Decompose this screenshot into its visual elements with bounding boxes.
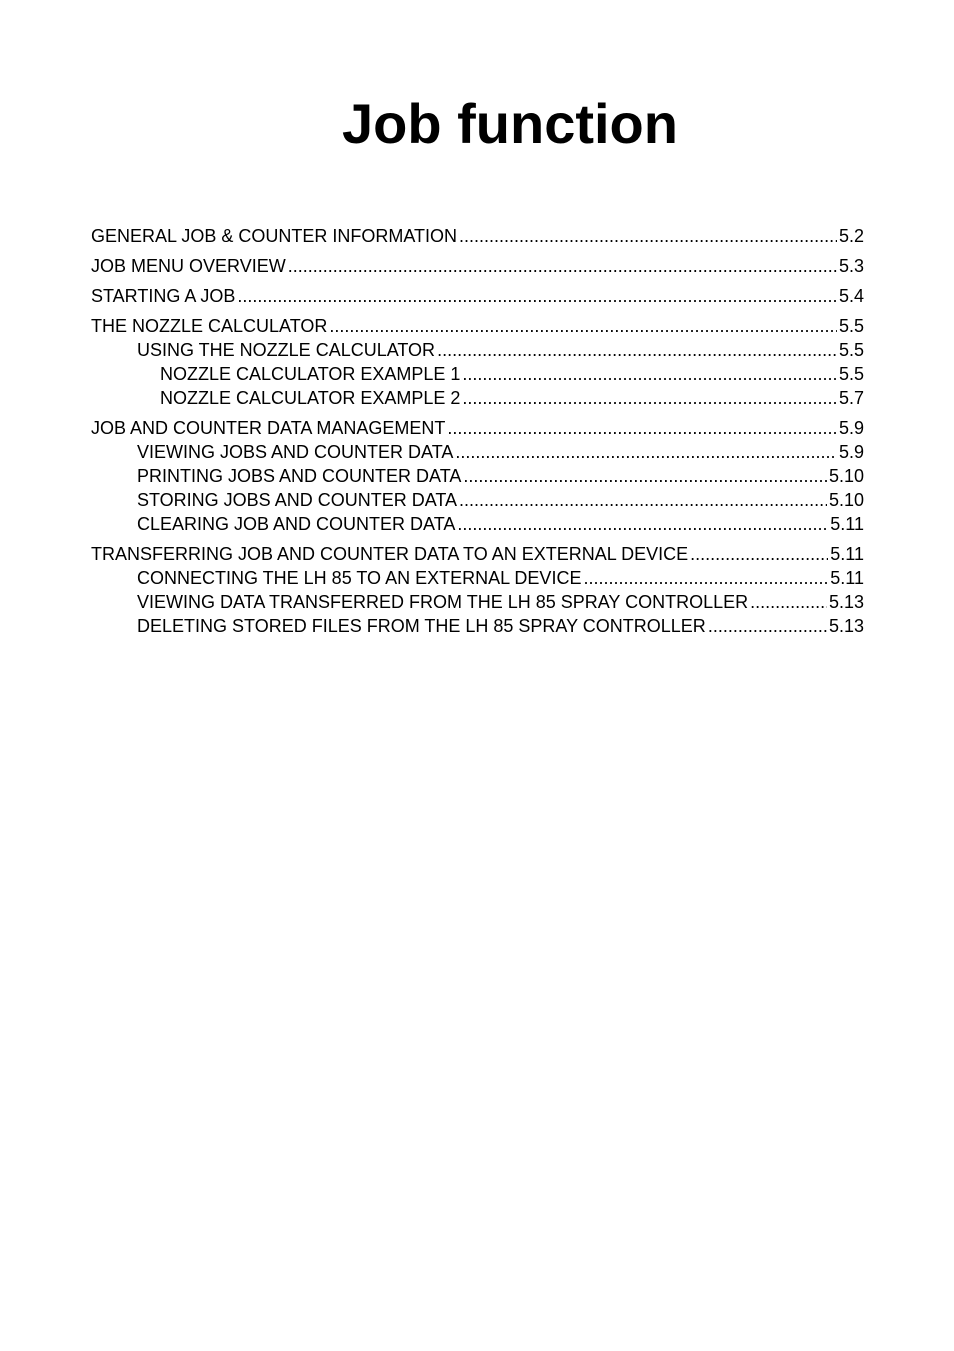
toc-dot-leader: [455, 440, 837, 464]
toc-dot-leader: [437, 338, 837, 362]
toc-dot-leader: [329, 314, 837, 338]
toc-entry-nozzle-calculator-example-2[interactable]: [91, 386, 864, 410]
toc-entry-label: STORING JOBS AND COUNTER DATA: [137, 490, 458, 510]
toc-dot-leader: [463, 464, 827, 488]
toc-entry-page: 5.5: [838, 340, 864, 360]
toc-entry-general-job-counter-information[interactable]: [91, 224, 864, 248]
toc-entry-label: THE NOZZLE CALCULATOR: [91, 316, 328, 336]
toc-dot-leader: [690, 542, 828, 566]
toc-entry-label: CLEARING JOB AND COUNTER DATA: [137, 514, 456, 534]
toc-entry-page: 5.10: [828, 490, 864, 510]
toc-entry-label: CONNECTING THE LH 85 TO AN EXTERNAL DEVICE: [137, 568, 582, 588]
toc-entry-nozzle-calculator-example-1[interactable]: [91, 362, 864, 386]
toc-entry-viewing-data-transferred[interactable]: [91, 590, 864, 614]
toc-entry-page: 5.11: [830, 544, 864, 564]
table-of-contents: [91, 224, 864, 638]
toc-dot-leader: [708, 614, 827, 638]
toc-dot-leader: [457, 512, 828, 536]
toc-entry-page: 5.5: [838, 364, 864, 384]
toc-entry-starting-a-job[interactable]: [91, 284, 864, 308]
toc-entry-the-nozzle-calculator[interactable]: [91, 314, 864, 338]
toc-entry-job-and-counter-data-management[interactable]: [91, 416, 864, 440]
toc-dot-leader: [462, 386, 837, 410]
toc-entry-page: 5.11: [830, 514, 864, 534]
toc-dot-leader: [459, 224, 837, 248]
toc-entry-using-the-nozzle-calculator[interactable]: [91, 338, 864, 362]
toc-entry-label: NOZZLE CALCULATOR EXAMPLE 2: [160, 388, 461, 408]
toc-entry-page: 5.13: [828, 592, 864, 612]
toc-entry-printing-jobs-and-counter-data[interactable]: [91, 464, 864, 488]
toc-dot-leader: [750, 590, 827, 614]
toc-entry-connecting-the-lh-85[interactable]: [91, 566, 864, 590]
toc-entry-clearing-job-and-counter-data[interactable]: [91, 512, 864, 536]
toc-dot-leader: [288, 254, 837, 278]
toc-entry-page: 5.9: [838, 418, 864, 438]
toc-entry-page: 5.10: [828, 466, 864, 486]
toc-dot-leader: [237, 284, 837, 308]
toc-entry-transferring-job-and-counter-data[interactable]: [91, 542, 864, 566]
toc-dot-leader: [462, 362, 837, 386]
toc-entry-page: 5.2: [838, 226, 864, 246]
toc-entry-label: VIEWING DATA TRANSFERRED FROM THE LH 85 SPRAY CONTROLLER: [137, 592, 749, 612]
toc-entry-label: PRINTING JOBS AND COUNTER DATA: [137, 466, 462, 486]
toc-dot-leader: [447, 416, 837, 440]
toc-entry-viewing-jobs-and-counter-data[interactable]: [91, 440, 864, 464]
toc-entry-label: JOB MENU OVERVIEW: [91, 256, 286, 276]
toc-entry-page: 5.11: [830, 568, 864, 588]
toc-entry-deleting-stored-files[interactable]: [91, 614, 864, 638]
toc-entry-page: 5.13: [828, 616, 864, 636]
toc-entry-label: TRANSFERRING JOB AND COUNTER DATA TO AN EXTERNAL DEVICE: [91, 544, 689, 564]
toc-entry-label: VIEWING JOBS AND COUNTER DATA: [137, 442, 454, 462]
toc-entry-label: USING THE NOZZLE CALCULATOR: [137, 340, 436, 360]
toc-entry-page: 5.7: [838, 388, 864, 408]
toc-entry-page: 5.4: [838, 286, 864, 306]
toc-entry-label: JOB AND COUNTER DATA MANAGEMENT: [91, 418, 446, 438]
toc-dot-leader: [459, 488, 827, 512]
toc-entry-label: STARTING A JOB: [91, 286, 236, 306]
page-title: Job function: [342, 92, 678, 155]
toc-entry-page: 5.3: [838, 256, 864, 276]
toc-entry-label: GENERAL JOB & COUNTER INFORMATION: [91, 226, 458, 246]
toc-entry-label: NOZZLE CALCULATOR EXAMPLE 1: [160, 364, 461, 384]
toc-dot-leader: [583, 566, 828, 590]
toc-entry-storing-jobs-and-counter-data[interactable]: [91, 488, 864, 512]
toc-entry-page: 5.9: [838, 442, 864, 462]
toc-entry-page: 5.5: [838, 316, 864, 336]
toc-entry-label: DELETING STORED FILES FROM THE LH 85 SPRAY CONTROLLER: [137, 616, 706, 636]
toc-entry-job-menu-overview[interactable]: [91, 254, 864, 278]
